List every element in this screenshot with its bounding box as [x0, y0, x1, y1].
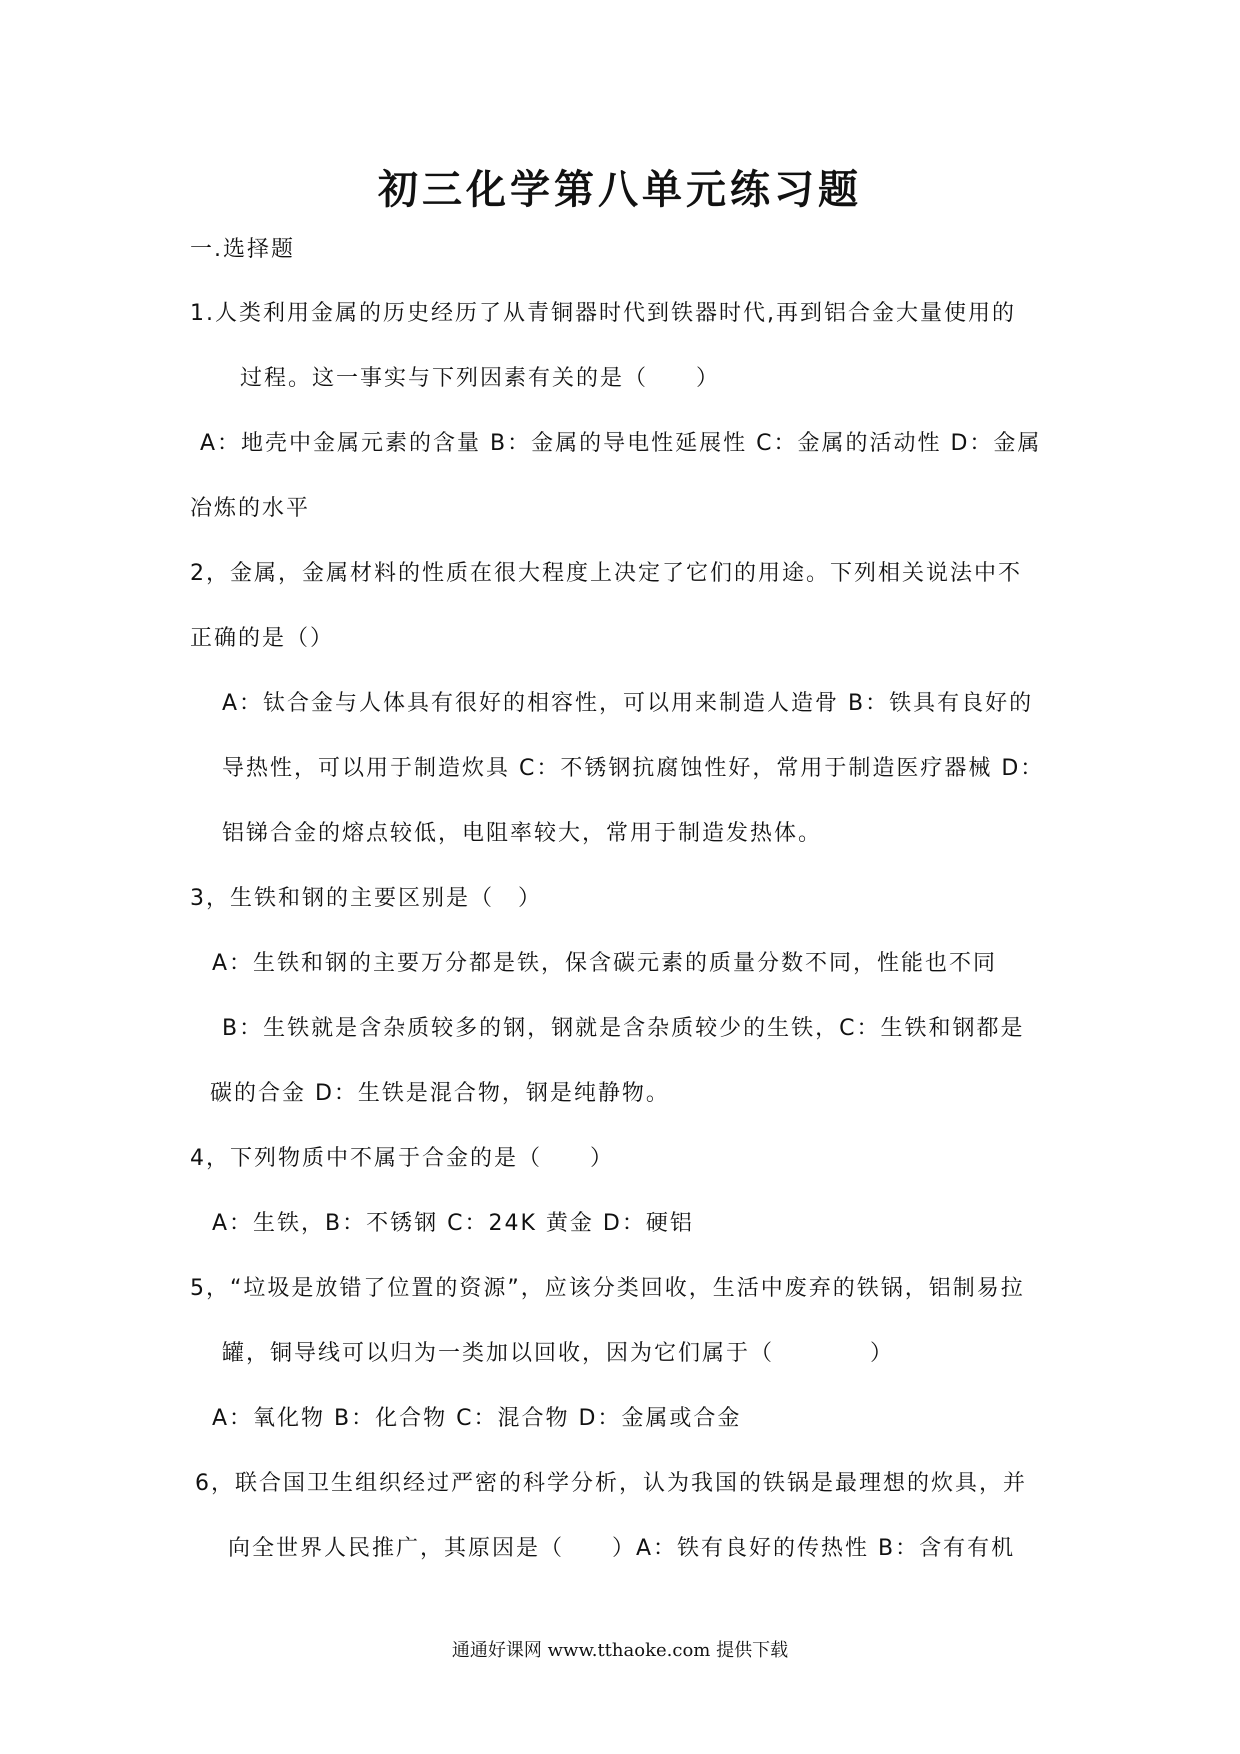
text-line: 铝锑合金的熔点较低，电阻率较大，常用于制造发热体。	[222, 821, 823, 846]
text-line: 4，下列物质中不属于合金的是（ ）	[190, 1146, 614, 1171]
text-line: A：氧化物 B：化合物 C：混合物 D：金属或合金	[212, 1406, 742, 1431]
text-line: 过程。这一事实与下列因素有关的是（ ）	[240, 366, 721, 391]
text-line: 3，生铁和钢的主要区别是（ ）	[190, 886, 542, 911]
text-line: 罐，铜导线可以归为一类加以回收，因为它们属于（ ）	[222, 1341, 895, 1366]
text-line: 2，金属，金属材料的性质在很大程度上决定了它们的用途。下列相关说法中不	[190, 561, 1022, 586]
text-line: A：地壳中金属元素的含量 B：金属的导电性延展性 C：金属的活动性 D：金属	[200, 431, 1042, 456]
text-line: 向全世界人民推广，其原因是（ ）A：铁有良好的传热性 B：含有有机	[228, 1536, 1016, 1561]
page-footer: 通通好课网 www.tthaoke.com 提供下载	[451, 1640, 789, 1661]
text-line: 5，“垃圾是放错了位置的资源”，应该分类回收，生活中废弃的铁锅，铝制易拉	[190, 1276, 1025, 1301]
text-line: B：生铁就是含杂质较多的钢，钢就是含杂质较少的生铁，C：生铁和钢都是	[222, 1016, 1025, 1041]
section-heading: 一.选择题	[190, 237, 295, 262]
text-line: A：钛合金与人体具有很好的相容性，可以用来制造人造骨 B：铁具有良好的	[222, 691, 1034, 716]
text-line: 正确的是（）	[190, 626, 335, 651]
text-line: A：生铁，B：不锈钢 C：24K 黄金 D：硬铝	[212, 1211, 694, 1236]
text-line: 1.人类利用金属的历史经历了从青铜器时代到铁器时代,再到铝合金大量使用的	[190, 301, 1016, 326]
text-line: 导热性，可以用于制造炊具 C：不锈钢抗腐蚀性好，常用于制造医疗器械 D：	[222, 756, 1045, 781]
text-line: A：生铁和钢的主要万分都是铁，保含碳元素的质量分数不同，性能也不同	[212, 951, 998, 976]
text-line: 碳的合金 D：生铁是混合物，钢是纯静物。	[210, 1081, 670, 1106]
text-line: 6，联合国卫生组织经过严密的科学分析，认为我国的铁锅是最理想的炊具，并	[195, 1471, 1027, 1496]
document-title: 初三化学第八单元练习题	[378, 166, 862, 213]
text-line: 冶炼的水平	[190, 496, 311, 521]
